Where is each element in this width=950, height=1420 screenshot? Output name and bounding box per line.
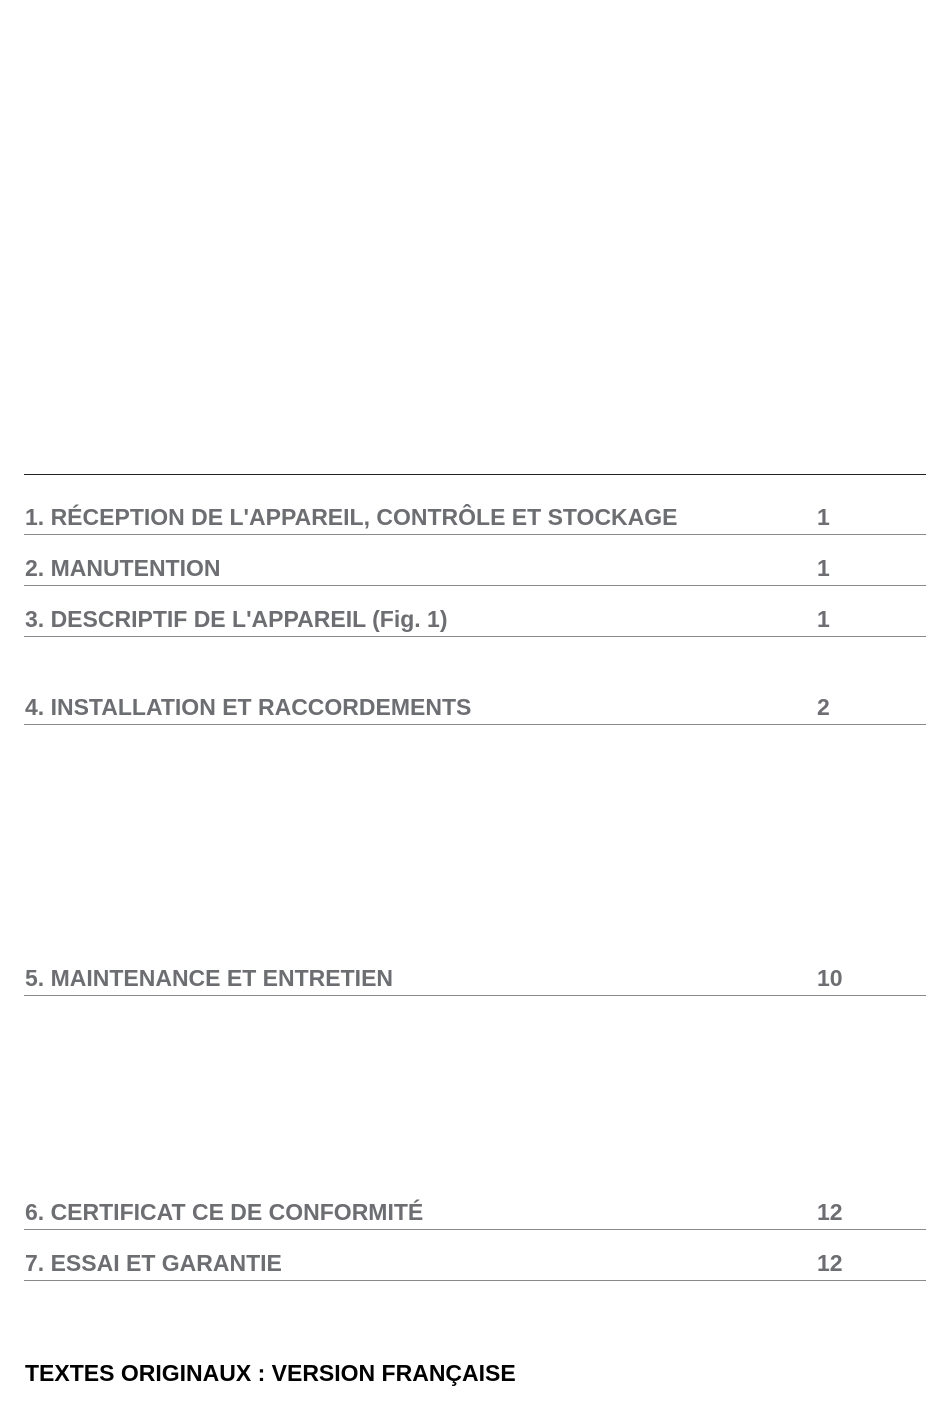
toc-entry-title: 3. DESCRIPTIF DE L'APPAREIL (Fig. 1) bbox=[25, 606, 448, 632]
toc-entry-page: 1 bbox=[817, 504, 830, 530]
toc-entry-title: 5. MAINTENANCE ET ENTRETIEN bbox=[25, 965, 394, 991]
toc-entry-installation[interactable] bbox=[24, 694, 926, 725]
toc-entry-descriptif[interactable] bbox=[24, 606, 926, 637]
toc-entry-title: 6. CERTIFICAT CE DE CONFORMITÉ bbox=[25, 1199, 424, 1225]
toc-top-rule bbox=[24, 474, 926, 475]
toc-entry-certificat[interactable] bbox=[24, 1199, 926, 1230]
toc-entry-page: 1 bbox=[817, 606, 830, 632]
original-text-notice: TEXTES ORIGINAUX : VERSION FRANÇAISE bbox=[25, 1360, 516, 1386]
toc-entry-title: 2. MANUTENTION bbox=[25, 555, 221, 581]
toc-entry-title: 1. RÉCEPTION DE L'APPAREIL, CONTRÔLE ET STOCKAGE bbox=[25, 504, 678, 530]
toc-entry-reception[interactable] bbox=[24, 504, 926, 535]
toc-entry-title: 4. INSTALLATION ET RACCORDEMENTS bbox=[25, 694, 472, 720]
toc-entry-page: 12 bbox=[817, 1199, 843, 1225]
toc-entry-page: 1 bbox=[817, 555, 830, 581]
toc-entry-maintenance[interactable] bbox=[24, 965, 926, 996]
toc-entry-title: 7. ESSAI ET GARANTIE bbox=[25, 1250, 282, 1276]
toc-entry-page: 2 bbox=[817, 694, 830, 720]
toc-entry-manutention[interactable] bbox=[24, 555, 926, 586]
toc-entry-page: 10 bbox=[817, 965, 843, 991]
toc-entry-essai[interactable] bbox=[24, 1250, 926, 1281]
toc-entry-page: 12 bbox=[817, 1250, 843, 1276]
